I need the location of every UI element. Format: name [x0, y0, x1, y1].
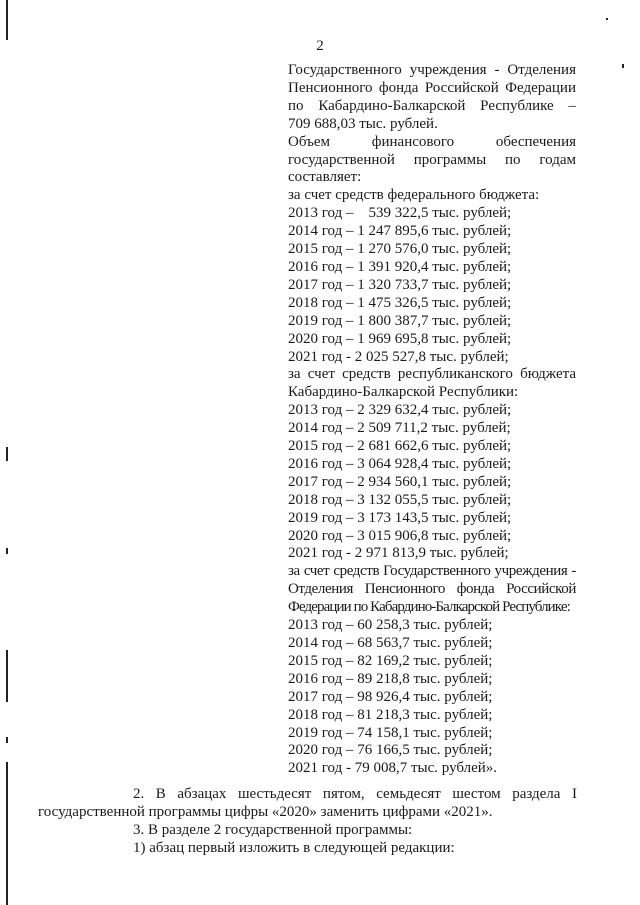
- republic-row: 2017 год – 2 934 560,1 тыс. рублей;: [288, 473, 512, 490]
- federal-row: 2014 год – 1 247 895,6 тыс. рублей;: [288, 223, 512, 240]
- scan-edge-mark: [6, 447, 8, 461]
- pension-row: 2017 год – 98 926,4 тыс. рублей;: [288, 688, 493, 705]
- federal-row: 2019 год – 1 800 387,7 тыс. рублей;: [288, 312, 512, 329]
- federal-row: 2016 год – 1 391 920,4 тыс. рублей;: [288, 258, 512, 275]
- page-number: 2: [316, 38, 324, 54]
- pension-heading-line: Федерации по Кабардино-Балкарской Республике:: [288, 599, 570, 616]
- federal-row: 2013 год – 539 322,5 тыс. рублей;: [288, 205, 512, 222]
- republic-heading-line: Кабардино-Балкарской Республики:: [288, 384, 519, 401]
- pension-heading-line: Отделения Пенсионного фонда Российской: [288, 581, 576, 598]
- pension-heading-line: за счет средств Государственного учреждения -: [288, 563, 576, 580]
- volume-heading-line: государственной программы по годам: [288, 151, 576, 168]
- item3-1-line: 1) абзац первый изложить в следующей редакции:: [133, 839, 455, 856]
- scan-edge-mark: [6, 737, 8, 743]
- pension-row: 2019 год – 74 158,1 тыс. рублей;: [288, 724, 493, 741]
- republic-row: 2019 год – 3 173 143,5 тыс. рублей;: [288, 509, 512, 526]
- right-column: [288, 62, 576, 778]
- volume-heading-line: составляет:: [288, 169, 362, 186]
- federal-row: 2017 год – 1 320 733,7 тыс. рублей;: [288, 276, 512, 293]
- pension-row: 2021 год - 79 008,7 тыс. рублей».: [288, 760, 498, 777]
- body-text: [38, 786, 577, 858]
- federal-row: 2015 год – 1 270 576,0 тыс. рублей;: [288, 241, 512, 258]
- republic-row: 2021 год - 2 971 813,9 тыс. рублей;: [288, 545, 509, 562]
- republic-row: 2015 год – 2 681 662,6 тыс. рублей;: [288, 438, 512, 455]
- volume-heading-line: Объем финансового обеспечения: [288, 133, 576, 150]
- intro-line: Пенсионного фонда Российской Федерации: [288, 79, 576, 96]
- federal-row: 2018 год – 1 475 326,5 тыс. рублей;: [288, 294, 512, 311]
- republic-row: 2014 год – 2 509 711,2 тыс. рублей;: [288, 420, 511, 437]
- pension-row: 2016 год – 89 218,8 тыс. рублей;: [288, 670, 493, 687]
- scan-speck: [622, 64, 624, 68]
- scan-edge-mark: [6, 548, 8, 554]
- republic-row: 2016 год – 3 064 928,4 тыс. рублей;: [288, 455, 512, 472]
- pension-row: 2014 год – 68 563,7 тыс. рублей;: [288, 635, 493, 651]
- republic-row: 2018 год – 3 132 055,5 тыс. рублей;: [288, 491, 512, 508]
- scan-edge-mark: [6, 0, 8, 40]
- item2-line: 2. В абзацах шестьдесят пятом, семьдесят шестом раздела I: [133, 786, 577, 802]
- item3-line: 3. В разделе 2 государственной программы:: [133, 821, 413, 838]
- republic-heading-line: за счет средств республиканского бюджета: [288, 366, 576, 383]
- federal-row: 2020 год – 1 969 695,8 тыс. рублей;: [288, 330, 512, 347]
- intro-line: 709 688,03 тыс. рублей.: [288, 115, 438, 132]
- republic-row: 2013 год – 2 329 632,4 тыс. рублей;: [288, 402, 512, 419]
- pension-row: 2020 год – 76 166,5 тыс. рублей;: [288, 742, 493, 759]
- pension-row: 2018 год – 81 218,3 тыс. рублей;: [288, 706, 493, 723]
- item2-line: государственной программы цифры «2020» заменить цифрами «2021».: [38, 803, 493, 820]
- intro-line: Государственного учреждения - Отделения: [288, 62, 576, 78]
- federal-row: 2021 год - 2 025 527,8 тыс. рублей;: [288, 348, 509, 365]
- scan-edge-mark: [6, 650, 8, 702]
- pension-row: 2015 год – 82 169,2 тыс. рублей;: [288, 652, 493, 669]
- scan-speck: [606, 18, 608, 20]
- republic-row: 2020 год – 3 015 906,8 тыс. рублей;: [288, 527, 512, 544]
- pension-row: 2013 год – 60 258,3 тыс. рублей;: [288, 617, 493, 634]
- scan-edge-mark: [6, 762, 8, 905]
- federal-heading: за счет средств федерального бюджета:: [288, 187, 540, 204]
- intro-line: по Кабардино-Балкарской Республике –: [288, 97, 576, 114]
